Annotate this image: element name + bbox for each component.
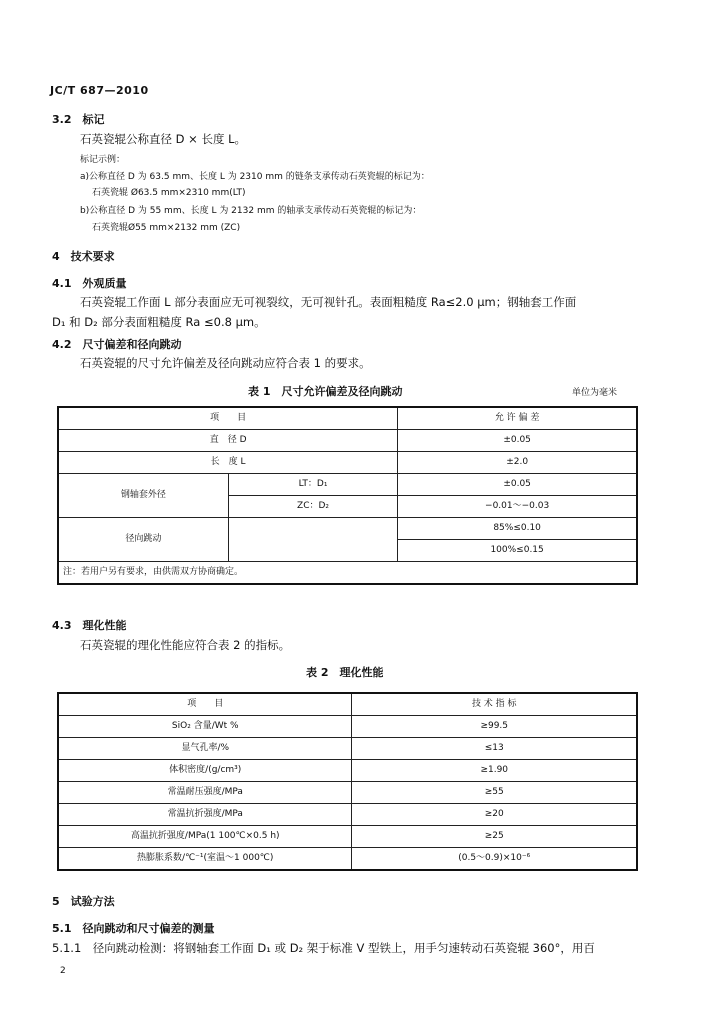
- page-number: 2: [60, 966, 66, 976]
- table1-unit: 单位为毫米: [572, 388, 618, 398]
- table1: [57, 406, 638, 585]
- table2-cell-value: (0.5～0.9)×10⁻⁶: [352, 848, 637, 871]
- table1-cell-value: ±0.05: [398, 430, 637, 452]
- table-row: [58, 430, 637, 452]
- table1-note: 注：若用户另有要求，由供需双方协商确定。: [58, 562, 637, 585]
- table2-cell-label: 常温耐压强度/MPa: [58, 782, 352, 804]
- marking-example-label: 标记示例：: [80, 155, 126, 165]
- table2-cell-label: 常温抗折强度/MPa: [58, 804, 352, 826]
- table1-cell-value: 85%≤0.10: [398, 518, 637, 540]
- table2-cell-value: ≥25: [352, 826, 637, 848]
- table2-cell-value: ≥99.5: [352, 716, 637, 738]
- table-row: [58, 848, 637, 871]
- marking-result-a: 石英瓷辊 Ø63.5 mm×2310 mm(LT): [92, 188, 246, 198]
- marking-result-b: 石英瓷辊Ø55 mm×2132 mm (ZC): [92, 223, 241, 233]
- properties-text: 石英瓷辊的理化性能应符合表 2 的指标。: [80, 638, 291, 652]
- table-row: [58, 452, 637, 474]
- section-4-heading: 4 技术要求: [52, 250, 115, 263]
- table2-cell-label: SiO₂ 含量/Wt %: [58, 716, 352, 738]
- table2-cell-value: ≤13: [352, 738, 637, 760]
- table-row: [58, 738, 637, 760]
- table1-cell-value: ±2.0: [398, 452, 637, 474]
- marking-example-a: a)公称直径 D 为 63.5 mm、长度 L 为 2310 mm 的链条支承传动石英瓷辊的标记为：: [80, 172, 430, 182]
- table-row: [58, 716, 637, 738]
- table2-header-value: 技 术 指 标: [352, 693, 637, 716]
- section-4-2-heading: 4.2 尺寸偏差和径向跳动: [52, 338, 182, 351]
- tolerance-text: 石英瓷辊的尺寸允许偏差及径向跳动应符合表 1 的要求。: [80, 356, 371, 370]
- table1-cell-sub: LT：D₁: [228, 474, 397, 496]
- table2-cell-value: ≥20: [352, 804, 637, 826]
- table1-cell-label: 径向跳动: [58, 518, 228, 562]
- table2-cell-label: 热膨胀系数/℃⁻¹(室温～1 000℃): [58, 848, 352, 871]
- table2-caption: 表 2 理化性能: [306, 666, 384, 679]
- table-row: [58, 782, 637, 804]
- table-row: [58, 760, 637, 782]
- table1-cell-empty: [228, 518, 397, 562]
- table-row: [58, 474, 637, 496]
- table-row: [58, 562, 637, 585]
- table2-cell-value: ≥55: [352, 782, 637, 804]
- table-row: [58, 407, 637, 430]
- table2-header-item: 项 目: [58, 693, 352, 716]
- section-5-1-1-text: 5.1.1 径向跳动检测：将钢轴套工作面 D₁ 或 D₂ 架于标准 V 型铁上，用手匀速转动石英瓷辊 360°，用百: [52, 941, 595, 955]
- section-3-2-heading: 3.2 标记: [52, 113, 105, 126]
- table1-caption: 表 1 尺寸允许偏差及径向跳动: [248, 385, 403, 398]
- table1-header-value: 允 许 偏 差: [398, 407, 637, 430]
- section-5-heading: 5 试验方法: [52, 895, 115, 908]
- table1-header-item: 项 目: [58, 407, 398, 430]
- table2-cell-label: 体积密度/(g/cm³): [58, 760, 352, 782]
- table-row: [58, 804, 637, 826]
- table1-cell-label: 钢轴套外径: [58, 474, 228, 518]
- document-code: JC/T 687—2010: [50, 84, 149, 97]
- appearance-text-line1: 石英瓷辊工作面 L 部分表面应无可视裂纹，无可视针孔。表面粗糙度 Ra≤2.0 μm；钢轴套工作面: [80, 295, 577, 309]
- table1-cell-label: 直 径 D: [58, 430, 398, 452]
- table-row: [58, 826, 637, 848]
- table1-cell-value: ±0.05: [398, 474, 637, 496]
- table-row: [58, 693, 637, 716]
- marking-description: 石英瓷辊公称直径 D × 长度 L。: [80, 132, 247, 146]
- table-row: [58, 518, 637, 540]
- table2-cell-value: ≥1.90: [352, 760, 637, 782]
- table1-cell-value: −0.01～−0.03: [398, 496, 637, 518]
- table1-cell-sub: ZC：D₂: [228, 496, 397, 518]
- section-4-1-heading: 4.1 外观质量: [52, 277, 127, 290]
- section-5-1-heading: 5.1 径向跳动和尺寸偏差的测量: [52, 922, 215, 935]
- marking-example-b: b)公称直径 D 为 55 mm、长度 L 为 2132 mm 的轴承支承传动石英瓷辊的标记为：: [80, 206, 422, 216]
- section-4-3-heading: 4.3 理化性能: [52, 619, 127, 632]
- appearance-text-line2: D₁ 和 D₂ 部分表面粗糙度 Ra ≤0.8 μm。: [52, 315, 266, 329]
- table2-cell-label: 高温抗折强度/MPa(1 100℃×0.5 h): [58, 826, 352, 848]
- table2-cell-label: 显气孔率/%: [58, 738, 352, 760]
- table1-cell-value: 100%≤0.15: [398, 540, 637, 562]
- table1-cell-label: 长 度 L: [58, 452, 398, 474]
- table2: [57, 692, 638, 871]
